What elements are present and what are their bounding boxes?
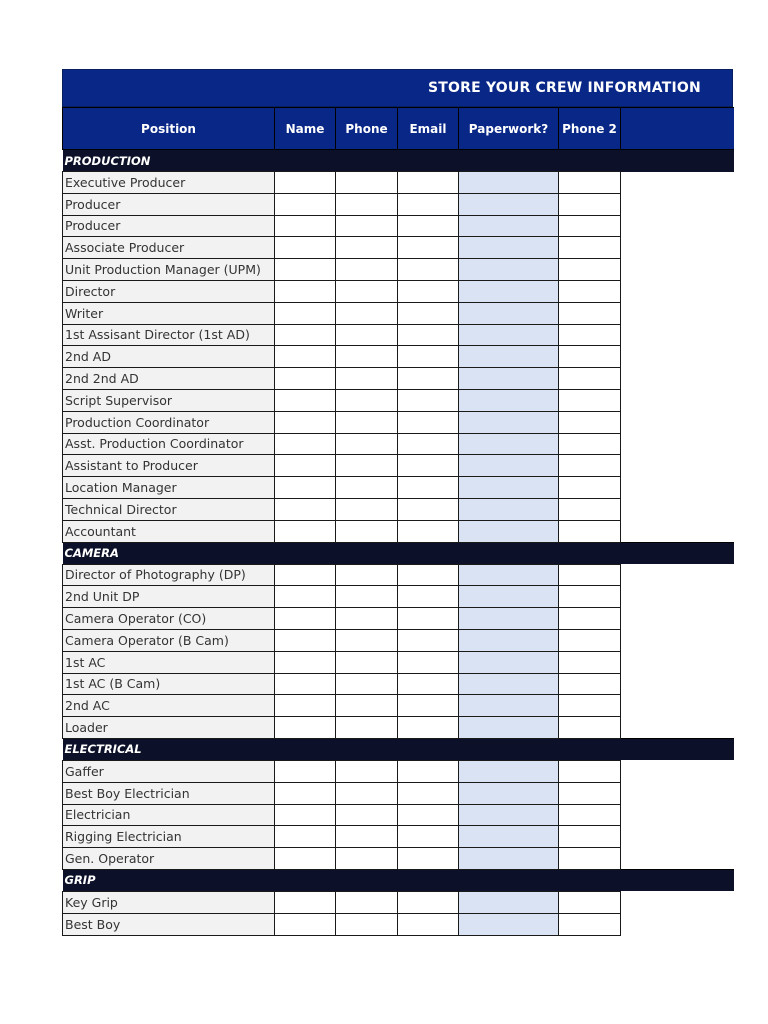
email-cell[interactable]: [398, 193, 459, 215]
position-cell[interactable]: Best Boy: [63, 913, 275, 935]
name-cell[interactable]: [275, 564, 336, 586]
phone-cell[interactable]: [336, 651, 398, 673]
position-cell[interactable]: Key Grip: [63, 891, 275, 913]
column-header-phone-2: Phone 2: [559, 108, 621, 150]
position-cell[interactable]: Associate Producer: [63, 237, 275, 259]
table-row: [63, 782, 734, 804]
paperwork-cell[interactable]: [459, 673, 559, 695]
table-row: [63, 804, 734, 826]
phone-2-cell[interactable]: [559, 193, 621, 215]
phone-2-cell[interactable]: [559, 368, 621, 390]
position-cell[interactable]: Electrician: [63, 804, 275, 826]
email-cell[interactable]: [398, 520, 459, 542]
position-cell[interactable]: 2nd 2nd AD: [63, 368, 275, 390]
phone-2-cell[interactable]: [559, 477, 621, 499]
phone-2-cell[interactable]: [559, 455, 621, 477]
empty-cell: [621, 302, 734, 324]
email-cell[interactable]: [398, 651, 459, 673]
paperwork-cell[interactable]: [459, 324, 559, 346]
name-cell[interactable]: [275, 259, 336, 281]
table-row: [63, 346, 734, 368]
section-label: ELECTRICAL: [63, 738, 734, 760]
name-cell[interactable]: [275, 237, 336, 259]
name-cell[interactable]: [275, 498, 336, 520]
column-header-name: Name: [275, 108, 336, 150]
position-cell[interactable]: Assistant to Producer: [63, 455, 275, 477]
empty-cell: [621, 760, 734, 782]
position-cell[interactable]: Producer: [63, 193, 275, 215]
email-cell[interactable]: [398, 368, 459, 390]
section-label: PRODUCTION: [63, 150, 734, 172]
position-cell[interactable]: Rigging Electrician: [63, 826, 275, 848]
phone-2-cell[interactable]: [559, 608, 621, 630]
phone-cell[interactable]: [336, 848, 398, 870]
paperwork-cell[interactable]: [459, 302, 559, 324]
email-cell[interactable]: [398, 498, 459, 520]
phone-cell[interactable]: [336, 520, 398, 542]
phone-cell[interactable]: [336, 215, 398, 237]
name-cell[interactable]: [275, 891, 336, 913]
table-row: [63, 389, 734, 411]
table-row: [63, 695, 734, 717]
empty-cell: [621, 586, 734, 608]
phone-cell[interactable]: [336, 193, 398, 215]
table-row: [63, 280, 734, 302]
crew-table-body: [63, 150, 734, 936]
phone-cell[interactable]: [336, 826, 398, 848]
email-cell[interactable]: [398, 259, 459, 281]
paperwork-cell[interactable]: [459, 280, 559, 302]
paperwork-cell[interactable]: [459, 237, 559, 259]
phone-2-cell[interactable]: [559, 913, 621, 935]
position-cell[interactable]: Camera Operator (CO): [63, 608, 275, 630]
phone-2-cell[interactable]: [559, 673, 621, 695]
email-cell[interactable]: [398, 433, 459, 455]
phone-2-cell[interactable]: [559, 717, 621, 739]
paperwork-cell[interactable]: [459, 717, 559, 739]
name-cell[interactable]: [275, 651, 336, 673]
email-cell[interactable]: [398, 389, 459, 411]
phone-2-cell[interactable]: [559, 346, 621, 368]
position-cell[interactable]: 2nd AD: [63, 346, 275, 368]
paperwork-cell[interactable]: [459, 629, 559, 651]
table-row: [63, 433, 734, 455]
position-cell[interactable]: 2nd AC: [63, 695, 275, 717]
paperwork-cell[interactable]: [459, 259, 559, 281]
name-cell[interactable]: [275, 804, 336, 826]
table-row: [63, 368, 734, 390]
name-cell[interactable]: [275, 389, 336, 411]
empty-cell: [621, 477, 734, 499]
name-cell[interactable]: [275, 913, 336, 935]
phone-2-cell[interactable]: [559, 280, 621, 302]
position-cell[interactable]: Producer: [63, 215, 275, 237]
column-header-position: Position: [63, 108, 275, 150]
name-cell[interactable]: [275, 368, 336, 390]
empty-cell: [621, 913, 734, 935]
phone-2-cell[interactable]: [559, 389, 621, 411]
empty-cell: [621, 259, 734, 281]
position-cell[interactable]: Director: [63, 280, 275, 302]
phone-2-cell[interactable]: [559, 324, 621, 346]
paperwork-cell[interactable]: [459, 760, 559, 782]
phone-2-cell[interactable]: [559, 782, 621, 804]
name-cell[interactable]: [275, 782, 336, 804]
position-cell[interactable]: Gen. Operator: [63, 848, 275, 870]
table-row: [63, 608, 734, 630]
crew-table: [62, 107, 734, 936]
empty-cell: [621, 717, 734, 739]
section-header-camera: [63, 542, 734, 564]
paperwork-cell[interactable]: [459, 564, 559, 586]
name-cell[interactable]: [275, 346, 336, 368]
position-cell[interactable]: Writer: [63, 302, 275, 324]
table-row: [63, 324, 734, 346]
empty-cell: [621, 629, 734, 651]
empty-cell: [621, 215, 734, 237]
email-cell[interactable]: [398, 913, 459, 935]
position-cell[interactable]: Best Boy Electrician: [63, 782, 275, 804]
phone-2-cell[interactable]: [559, 760, 621, 782]
section-header-production: [63, 150, 734, 172]
email-cell[interactable]: [398, 172, 459, 194]
table-row: [63, 498, 734, 520]
paperwork-cell[interactable]: [459, 520, 559, 542]
paperwork-cell[interactable]: [459, 433, 559, 455]
position-cell[interactable]: Director of Photography (DP): [63, 564, 275, 586]
phone-2-cell[interactable]: [559, 302, 621, 324]
empty-cell: [621, 608, 734, 630]
paperwork-cell[interactable]: [459, 651, 559, 673]
table-row: [63, 564, 734, 586]
phone-2-cell[interactable]: [559, 629, 621, 651]
empty-cell: [621, 172, 734, 194]
phone-cell[interactable]: [336, 346, 398, 368]
table-row: [63, 520, 734, 542]
table-row: [63, 259, 734, 281]
empty-cell: [621, 891, 734, 913]
name-cell[interactable]: [275, 608, 336, 630]
email-cell[interactable]: [398, 760, 459, 782]
paperwork-cell[interactable]: [459, 498, 559, 520]
table-row: [63, 717, 734, 739]
column-header-paperwork: Paperwork?: [459, 108, 559, 150]
table-row: [63, 586, 734, 608]
phone-cell[interactable]: [336, 433, 398, 455]
table-row: [63, 673, 734, 695]
table-row: [63, 913, 734, 935]
phone-2-cell[interactable]: [559, 695, 621, 717]
empty-cell: [621, 782, 734, 804]
section-header-electrical: [63, 738, 734, 760]
phone-2-cell[interactable]: [559, 172, 621, 194]
phone-cell[interactable]: [336, 280, 398, 302]
name-cell[interactable]: [275, 280, 336, 302]
phone-cell[interactable]: [336, 717, 398, 739]
paperwork-cell[interactable]: [459, 826, 559, 848]
paperwork-cell[interactable]: [459, 608, 559, 630]
phone-2-cell[interactable]: [559, 891, 621, 913]
table-row: [63, 237, 734, 259]
phone-cell[interactable]: [336, 237, 398, 259]
name-cell[interactable]: [275, 193, 336, 215]
email-cell[interactable]: [398, 237, 459, 259]
phone-2-cell[interactable]: [559, 586, 621, 608]
position-cell[interactable]: Executive Producer: [63, 172, 275, 194]
position-cell[interactable]: Technical Director: [63, 498, 275, 520]
empty-cell: [621, 564, 734, 586]
position-cell[interactable]: Asst. Production Coordinator: [63, 433, 275, 455]
email-cell[interactable]: [398, 717, 459, 739]
position-cell[interactable]: Accountant: [63, 520, 275, 542]
phone-cell[interactable]: [336, 586, 398, 608]
phone-cell[interactable]: [336, 629, 398, 651]
name-cell[interactable]: [275, 673, 336, 695]
phone-cell[interactable]: [336, 804, 398, 826]
paperwork-cell[interactable]: [459, 215, 559, 237]
email-cell[interactable]: [398, 302, 459, 324]
phone-cell[interactable]: [336, 891, 398, 913]
paperwork-cell[interactable]: [459, 455, 559, 477]
paperwork-cell[interactable]: [459, 804, 559, 826]
paperwork-cell[interactable]: [459, 193, 559, 215]
phone-cell[interactable]: [336, 477, 398, 499]
phone-cell[interactable]: [336, 389, 398, 411]
phone-2-cell[interactable]: [559, 804, 621, 826]
email-cell[interactable]: [398, 477, 459, 499]
name-cell[interactable]: [275, 760, 336, 782]
empty-cell: [621, 520, 734, 542]
email-cell[interactable]: [398, 629, 459, 651]
position-cell[interactable]: Script Supervisor: [63, 389, 275, 411]
phone-2-cell[interactable]: [559, 520, 621, 542]
paperwork-cell[interactable]: [459, 695, 559, 717]
email-cell[interactable]: [398, 324, 459, 346]
table-row: [63, 172, 734, 194]
column-header-blank: [621, 108, 734, 150]
table-row: [63, 302, 734, 324]
phone-2-cell[interactable]: [559, 259, 621, 281]
name-cell[interactable]: [275, 586, 336, 608]
phone-2-cell[interactable]: [559, 564, 621, 586]
email-cell[interactable]: [398, 564, 459, 586]
position-cell[interactable]: Loader: [63, 717, 275, 739]
name-cell[interactable]: [275, 411, 336, 433]
paperwork-cell[interactable]: [459, 586, 559, 608]
paperwork-cell[interactable]: [459, 848, 559, 870]
phone-cell[interactable]: [336, 324, 398, 346]
sheet-title: STORE YOUR CREW INFORMATION: [428, 80, 701, 96]
email-cell[interactable]: [398, 586, 459, 608]
phone-cell[interactable]: [336, 695, 398, 717]
phone-2-cell[interactable]: [559, 826, 621, 848]
title-bar: [62, 69, 733, 107]
phone-cell[interactable]: [336, 782, 398, 804]
name-cell[interactable]: [275, 172, 336, 194]
email-cell[interactable]: [398, 848, 459, 870]
name-cell[interactable]: [275, 433, 336, 455]
table-row: [63, 760, 734, 782]
table-row: [63, 455, 734, 477]
name-cell[interactable]: [275, 215, 336, 237]
phone-cell[interactable]: [336, 302, 398, 324]
table-row: [63, 848, 734, 870]
phone-cell[interactable]: [336, 368, 398, 390]
email-cell[interactable]: [398, 695, 459, 717]
empty-cell: [621, 848, 734, 870]
position-cell[interactable]: 1st AC: [63, 651, 275, 673]
phone-2-cell[interactable]: [559, 411, 621, 433]
name-cell[interactable]: [275, 848, 336, 870]
empty-cell: [621, 280, 734, 302]
name-cell[interactable]: [275, 520, 336, 542]
name-cell[interactable]: [275, 629, 336, 651]
empty-cell: [621, 433, 734, 455]
empty-cell: [621, 695, 734, 717]
position-cell[interactable]: Unit Production Manager (UPM): [63, 259, 275, 281]
table-row: [63, 411, 734, 433]
paperwork-cell[interactable]: [459, 172, 559, 194]
paperwork-cell[interactable]: [459, 913, 559, 935]
paperwork-cell[interactable]: [459, 782, 559, 804]
name-cell[interactable]: [275, 477, 336, 499]
phone-2-cell[interactable]: [559, 651, 621, 673]
phone-cell[interactable]: [336, 564, 398, 586]
empty-cell: [621, 389, 734, 411]
email-cell[interactable]: [398, 782, 459, 804]
empty-cell: [621, 324, 734, 346]
name-cell[interactable]: [275, 695, 336, 717]
header-row: [63, 108, 734, 150]
paperwork-cell[interactable]: [459, 368, 559, 390]
phone-2-cell[interactable]: [559, 433, 621, 455]
phone-2-cell[interactable]: [559, 215, 621, 237]
position-cell[interactable]: 1st AC (B Cam): [63, 673, 275, 695]
empty-cell: [621, 673, 734, 695]
empty-cell: [621, 411, 734, 433]
email-cell[interactable]: [398, 280, 459, 302]
table-row: [63, 477, 734, 499]
position-cell[interactable]: Production Coordinator: [63, 411, 275, 433]
table-row: [63, 651, 734, 673]
empty-cell: [621, 498, 734, 520]
table-row: [63, 629, 734, 651]
column-header-phone: Phone: [336, 108, 398, 150]
name-cell[interactable]: [275, 826, 336, 848]
empty-cell: [621, 804, 734, 826]
empty-cell: [621, 455, 734, 477]
paperwork-cell[interactable]: [459, 389, 559, 411]
email-cell[interactable]: [398, 346, 459, 368]
name-cell[interactable]: [275, 302, 336, 324]
section-label: CAMERA: [63, 542, 734, 564]
phone-2-cell[interactable]: [559, 237, 621, 259]
empty-cell: [621, 346, 734, 368]
phone-cell[interactable]: [336, 673, 398, 695]
email-cell[interactable]: [398, 215, 459, 237]
phone-cell[interactable]: [336, 172, 398, 194]
position-cell[interactable]: 1st Assisant Director (1st AD): [63, 324, 275, 346]
table-row: [63, 891, 734, 913]
email-cell[interactable]: [398, 411, 459, 433]
email-cell[interactable]: [398, 608, 459, 630]
phone-2-cell[interactable]: [559, 848, 621, 870]
email-cell[interactable]: [398, 826, 459, 848]
table-row: [63, 193, 734, 215]
paperwork-cell[interactable]: [459, 411, 559, 433]
email-cell[interactable]: [398, 455, 459, 477]
phone-cell[interactable]: [336, 913, 398, 935]
section-label: GRIP: [63, 869, 734, 891]
position-cell[interactable]: Camera Operator (B Cam): [63, 629, 275, 651]
section-header-grip: [63, 869, 734, 891]
empty-cell: [621, 368, 734, 390]
phone-cell[interactable]: [336, 498, 398, 520]
position-cell[interactable]: 2nd Unit DP: [63, 586, 275, 608]
phone-cell[interactable]: [336, 411, 398, 433]
phone-cell[interactable]: [336, 455, 398, 477]
name-cell[interactable]: [275, 717, 336, 739]
crew-sheet: [62, 69, 733, 936]
paperwork-cell[interactable]: [459, 346, 559, 368]
name-cell[interactable]: [275, 455, 336, 477]
column-header-email: Email: [398, 108, 459, 150]
paperwork-cell[interactable]: [459, 891, 559, 913]
table-row: [63, 826, 734, 848]
phone-cell[interactable]: [336, 259, 398, 281]
empty-cell: [621, 193, 734, 215]
phone-cell[interactable]: [336, 760, 398, 782]
position-cell[interactable]: Location Manager: [63, 477, 275, 499]
name-cell[interactable]: [275, 324, 336, 346]
paperwork-cell[interactable]: [459, 477, 559, 499]
empty-cell: [621, 651, 734, 673]
empty-cell: [621, 826, 734, 848]
position-cell[interactable]: Gaffer: [63, 760, 275, 782]
table-row: [63, 215, 734, 237]
email-cell[interactable]: [398, 891, 459, 913]
email-cell[interactable]: [398, 673, 459, 695]
phone-cell[interactable]: [336, 608, 398, 630]
empty-cell: [621, 237, 734, 259]
email-cell[interactable]: [398, 804, 459, 826]
phone-2-cell[interactable]: [559, 498, 621, 520]
